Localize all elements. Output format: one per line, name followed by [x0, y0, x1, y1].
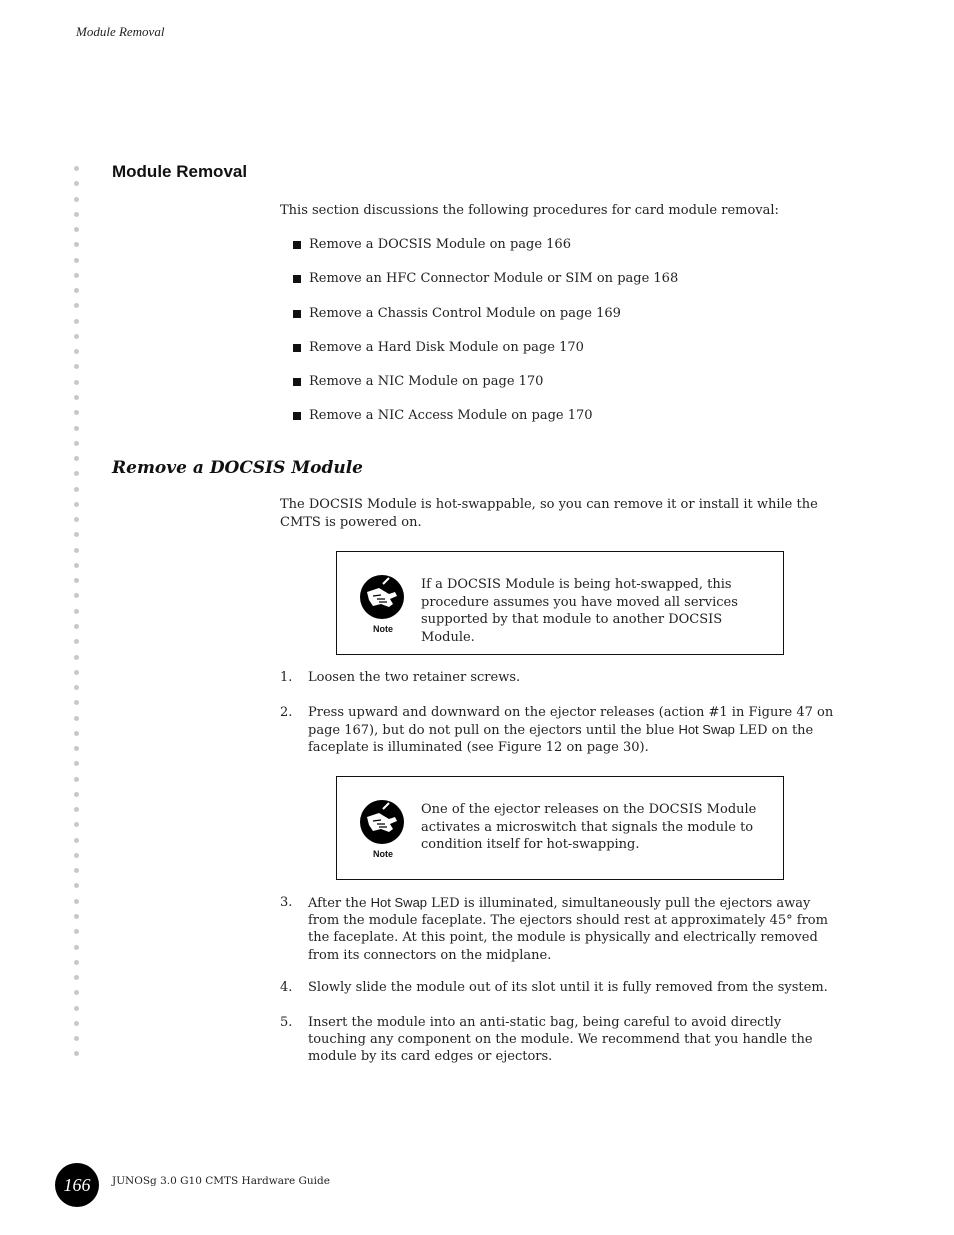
margin-dot: [74, 761, 79, 766]
bullet-square-icon: [293, 310, 301, 318]
margin-dot: [74, 441, 79, 446]
margin-dot: [74, 609, 79, 614]
margin-dot: [74, 303, 79, 308]
margin-dot: [74, 166, 79, 171]
margin-dot: [74, 883, 79, 888]
margin-dot: [74, 242, 79, 247]
margin-dot: [74, 273, 79, 278]
margin-dot: [74, 700, 79, 705]
bullet-item: Remove an HFC Connector Module or SIM on page 168: [293, 270, 678, 287]
margin-dot: [74, 334, 79, 339]
bullet-square-icon: [293, 412, 301, 420]
margin-dot: [74, 456, 79, 461]
margin-dot: [74, 1021, 79, 1026]
margin-dot: [74, 349, 79, 354]
step-item: [280, 1014, 842, 1066]
hot-swap-term: Hot Swap: [678, 722, 735, 738]
margin-dot: [74, 639, 79, 644]
bullet-item: Remove a DOCSIS Module on page 166: [293, 236, 571, 253]
bullet-item: Remove a Hard Disk Module on page 170: [293, 339, 584, 356]
step-number: 1.: [280, 670, 293, 685]
margin-dot: [74, 258, 79, 263]
step-item: [280, 704, 842, 757]
bullet-square-icon: [293, 275, 301, 283]
margin-dot: [74, 197, 79, 202]
margin-dot: [74, 670, 79, 675]
note-label: Note: [373, 849, 393, 859]
hot-swap-term: Hot Swap: [370, 895, 428, 910]
margin-dot: [74, 227, 79, 232]
bullet-square-icon: [293, 241, 301, 249]
margin-dot: [74, 899, 79, 904]
margin-dot: [74, 502, 79, 507]
note-text: One of the ejector releases on the DOCSIS Module activates a microswitch that signals the module to condition itself for hot-swapping.: [421, 802, 757, 852]
note-hand-icon: [359, 574, 405, 620]
bullet-item: Remove a NIC Access Module on page 170: [293, 407, 593, 424]
step-text: Loosen the two retainer screws.: [308, 670, 521, 685]
margin-dot: [74, 807, 79, 812]
margin-dot: [74, 593, 79, 598]
section-intro: This section discussions the following procedures for card module removal:: [280, 203, 779, 218]
margin-dot-rule: [74, 166, 82, 1056]
margin-dot: [74, 319, 79, 324]
note-box: [336, 551, 784, 655]
margin-dot: [74, 792, 79, 797]
margin-dot: [74, 655, 79, 660]
margin-dot: [74, 1051, 79, 1056]
margin-dot: [74, 685, 79, 690]
step-item: [280, 894, 842, 964]
footer-book-title: JUNOSg 3.0 G10 CMTS Hardware Guide: [112, 1175, 330, 1187]
margin-dot: [74, 990, 79, 995]
margin-dot: [74, 364, 79, 369]
step-number: 5.: [280, 1015, 293, 1030]
margin-dot: [74, 181, 79, 186]
margin-dot: [74, 945, 79, 950]
bullet-square-icon: [293, 378, 301, 386]
margin-dot: [74, 1036, 79, 1041]
margin-dot: [74, 471, 79, 476]
margin-dot: [74, 624, 79, 629]
margin-dot: [74, 716, 79, 721]
subsection-title: Remove a DOCSIS Module: [112, 458, 363, 478]
note-label: Note: [373, 624, 393, 634]
note-text: If a DOCSIS Module is being hot-swapped, this procedure assumes you have moved all services supported by that module to another DOCSIS Module.: [421, 577, 738, 645]
margin-dot: [74, 746, 79, 751]
step-item: [280, 979, 842, 996]
step-number: 2.: [280, 705, 293, 720]
margin-dot: [74, 395, 79, 400]
margin-dot: [74, 426, 79, 431]
section-title: Module Removal: [112, 162, 248, 181]
margin-dot: [74, 868, 79, 873]
bullet-item: Remove a NIC Module on page 170: [293, 373, 543, 390]
margin-dot: [74, 822, 79, 827]
running-head: Module Removal: [76, 24, 165, 39]
margin-dot: [74, 563, 79, 568]
margin-dot: [74, 929, 79, 934]
margin-dot: [74, 914, 79, 919]
step-text: Insert the module into an anti-static bag, being careful to avoid directly touching any component on the module. We recommend that you handle the module by its card edges or ejectors.: [308, 1015, 813, 1065]
margin-dot: [74, 578, 79, 583]
margin-dot: [74, 487, 79, 492]
margin-dot: [74, 410, 79, 415]
margin-dot: [74, 517, 79, 522]
note-box: [336, 776, 784, 880]
margin-dot: [74, 960, 79, 965]
margin-dot: [74, 548, 79, 553]
step-number: 4.: [280, 980, 293, 995]
bullet-item: Remove a Chassis Control Module on page 169: [293, 305, 621, 322]
margin-dot: [74, 853, 79, 858]
margin-dot: [74, 838, 79, 843]
margin-dot: [74, 1006, 79, 1011]
step-text: Slowly slide the module out of its slot until it is fully removed from the system.: [308, 980, 828, 995]
note-hand-icon: [359, 799, 405, 845]
margin-dot: [74, 212, 79, 217]
step-number: 3.: [280, 895, 293, 910]
step-text: After the Hot Swap LED is illuminated, simultaneously pull the ejectors away from the module faceplate. The ejectors should rest at approximately 45° from the faceplate. At this point, the module is physically and electrically removed from its connectors on the midplane.: [308, 895, 828, 963]
margin-dot: [74, 731, 79, 736]
subsection-intro: The DOCSIS Module is hot-swappable, so you can remove it or install it while the CMTS is powered on.: [280, 497, 818, 530]
page-number-badge: 166: [55, 1163, 99, 1207]
margin-dot: [74, 975, 79, 980]
step-text: Press upward and downward on the ejector releases (action #1 in Figure 47 on page 167), but do not pull on the ejectors until the blue Hot Swap LED on the faceplate is illuminated (see Figure 12 on page 30).: [308, 705, 834, 756]
margin-dot: [74, 532, 79, 537]
step-item: [280, 669, 842, 686]
margin-dot: [74, 288, 79, 293]
margin-dot: [74, 380, 79, 385]
bullet-square-icon: [293, 344, 301, 352]
margin-dot: [74, 777, 79, 782]
